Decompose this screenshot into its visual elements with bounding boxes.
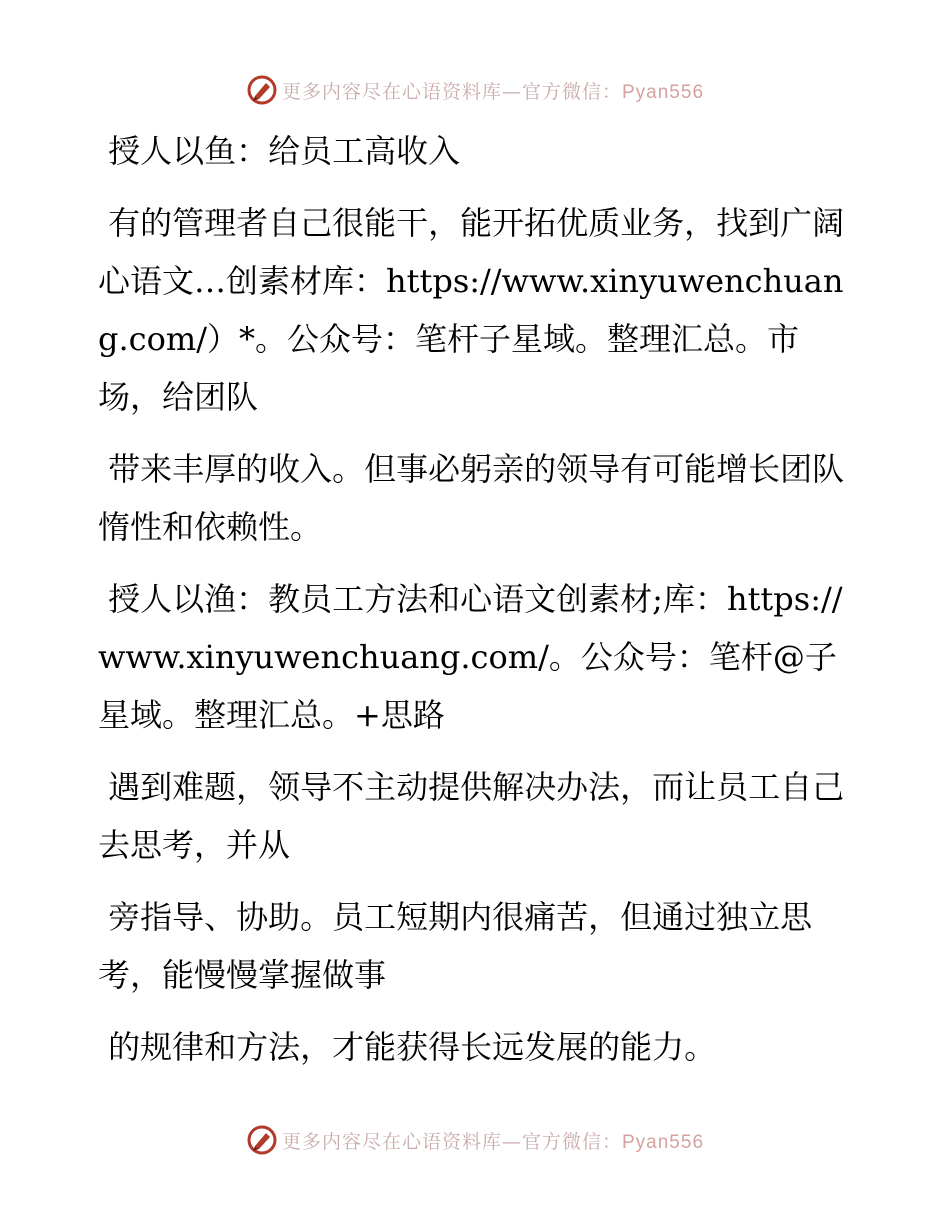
footer-banner-text: 更多内容尽在心语资料库—官方微信：: [281, 1130, 622, 1153]
header-watermark-banner: [0, 70, 950, 110]
logo-icon: [246, 74, 278, 106]
footer-banner-handle: Pyan556: [622, 1131, 705, 1153]
header-banner-text: 更多内容尽在心语资料库—官方微信：: [281, 80, 622, 103]
footer-watermark-banner: [0, 1120, 950, 1160]
document-body: [98, 122, 858, 1090]
paragraph: 带来丰厚的收入。但事必躬亲的领导有可能增长团队惰性和依赖性。: [98, 450, 845, 546]
header-banner-handle: Pyan556: [622, 81, 705, 103]
paragraph: 授人以渔：教员工方法和心语文创素材;库：https://www.xinyuwenchuang.com/。公众号：笔杆@子星域。整理汇总。+思路: [98, 580, 843, 734]
paragraph: 旁指导、协助。员工短期内很痛苦，但通过独立思考，能慢慢掌握做事: [98, 898, 813, 994]
paragraph: 授人以鱼：给员工高收入: [98, 132, 461, 170]
paragraph: 遇到难题，领导不主动提供解决办法，而让员工自己去思考，并从: [98, 768, 845, 864]
paragraph: 的规律和方法，才能获得长远发展的能力。: [98, 1028, 717, 1066]
paragraph: 有的管理者自己很能干，能开拓优质业务，找到广阔心语文…创素材库：https://www.xinyuwenchuang.com/）*。公众号：笔杆子星域。整理汇总。市场，给团队: [98, 204, 845, 416]
logo-icon: [246, 1124, 278, 1156]
